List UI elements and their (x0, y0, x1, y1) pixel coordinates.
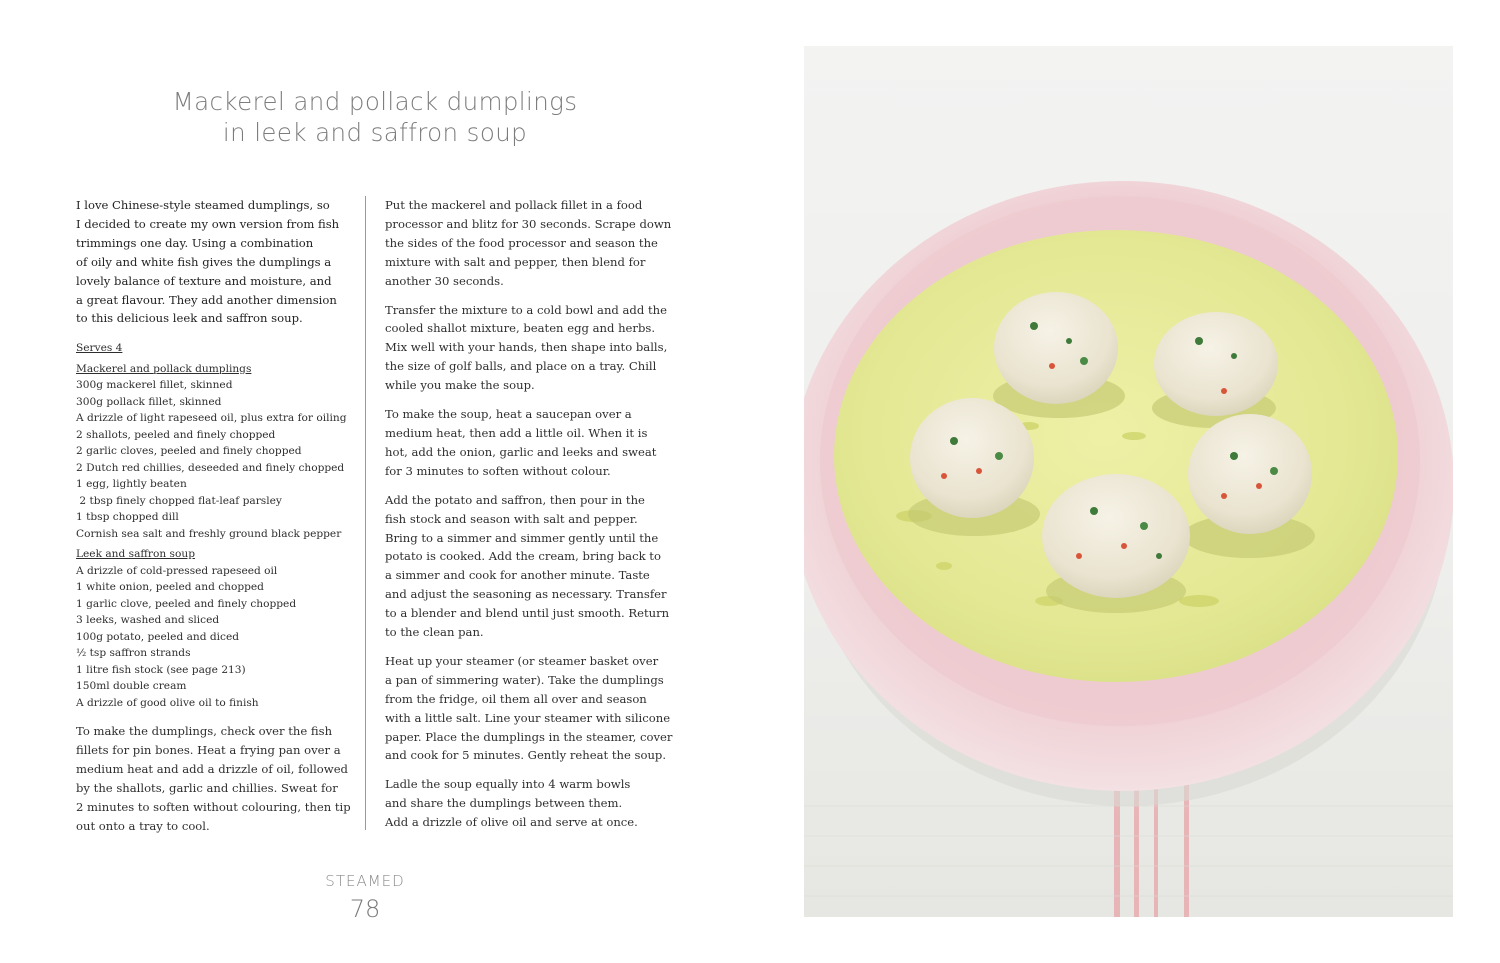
herb-fleck (1195, 337, 1203, 345)
chilli-fleck (1076, 553, 1082, 559)
dumpling (1152, 312, 1278, 428)
method-line: to the clean pan. (385, 625, 484, 640)
method-line: medium heat and add a drizzle of oil, followed (76, 762, 348, 777)
method-step-3 (385, 301, 668, 396)
herb-fleck (1030, 322, 1038, 330)
herb-fleck (1230, 452, 1238, 460)
method-line: Add the potato and saffron, then pour in the (385, 492, 645, 507)
chilli-fleck (1049, 363, 1055, 369)
method-line: and adjust the seasoning as necessary. Transfer (385, 587, 667, 602)
method-line: paper. Place the dumplings in the steamer, cover (385, 729, 673, 744)
dumplings-ingredients-heading: Mackerel and pollack dumplings (76, 362, 252, 375)
herb-fleck (1156, 553, 1162, 559)
method-line: and share the dumplings between them. (385, 796, 623, 811)
method-line: Mix well with your hands, then shape into balls, (385, 340, 668, 355)
method-line: cooled shallot mixture, beaten egg and herbs. (385, 321, 656, 336)
method-step-1 (76, 722, 351, 835)
method-line: to a blender and blend until just smooth. Return (385, 606, 670, 621)
method-line: To make the dumplings, check over the fish (76, 724, 333, 739)
herb-fleck (1140, 522, 1148, 530)
ingredient-item: 1 litre fish stock (see page 213) (76, 663, 246, 676)
method-line: mixture with salt and pepper, then blend for (385, 254, 646, 269)
herb-fleck (1066, 338, 1072, 344)
oil-droplet (936, 562, 952, 570)
method-line: and cook for 5 minutes. Gently reheat the soup. (385, 748, 667, 763)
oil-droplet (1122, 432, 1146, 440)
method-step-2 (385, 196, 672, 291)
method-line: medium heat, then add a little oil. When it is (385, 425, 648, 440)
dumpling-body (1042, 474, 1190, 598)
method-line: fillets for pin bones. Heat a frying pan over a (76, 743, 341, 758)
method-line: fish stock and season with salt and pepper. (385, 511, 638, 526)
intro-line: I love Chinese-style steamed dumplings, so (76, 198, 330, 212)
ingredient-item: 100g potato, peeled and diced (76, 630, 240, 643)
dumpling-body (1154, 312, 1278, 416)
ingredient-item: A drizzle of good olive oil to finish (76, 696, 259, 709)
recipe-title (110, 86, 640, 148)
recipe-intro (76, 196, 346, 328)
method-line: Ladle the soup equally into 4 warm bowls (385, 777, 631, 792)
method-line: from the fridge, oil them all over and season (385, 691, 647, 706)
dumpling-body (994, 292, 1118, 404)
soup-ingredients-list (76, 563, 346, 712)
ingredient-item: 300g pollack fillet, skinned (76, 395, 222, 408)
method-line: with a little salt. Line your steamer with silicone (385, 710, 671, 725)
method-line: Add a drizzle of olive oil and serve at once. (385, 815, 638, 830)
oil-droplet (1179, 595, 1219, 607)
chilli-fleck (1256, 483, 1262, 489)
recipe-title-line-1: Mackerel and pollack dumplings (172, 87, 578, 116)
column-divider (365, 196, 366, 830)
ingredient-item: 1 garlic clove, peeled and finely chopped (76, 597, 297, 610)
right-text-column (385, 196, 673, 842)
method-line: hot, add the onion, garlic and leeks and sweat (385, 444, 657, 459)
method-step-7 (385, 775, 665, 832)
chilli-fleck (976, 468, 982, 474)
chilli-fleck (1221, 388, 1227, 394)
method-step-5 (385, 491, 670, 642)
dish-photo-illustration (804, 46, 1453, 917)
method-line: by the shallots, garlic and chillies. Sweat for (76, 781, 338, 796)
intro-line: of oily and white fish gives the dumplings a (76, 254, 332, 269)
page-number: 78 (349, 895, 381, 923)
soup-ingredients-heading: Leek and saffron soup (76, 548, 195, 561)
method-line: for 3 minutes to soften without colour. (385, 463, 611, 478)
intro-line: to this delicious leek and saffron soup. (76, 311, 303, 326)
method-line: the sides of the food processor and season the (385, 235, 658, 250)
herb-fleck (1090, 507, 1098, 515)
ingredient-item: 2 tbsp finely chopped flat-leaf parsley (76, 494, 282, 507)
dumplings-ingredients-list (76, 377, 346, 542)
ingredient-item: Cornish sea salt and freshly ground black pepper (76, 527, 342, 540)
dumpling-body (910, 398, 1034, 518)
method-line: the size of golf balls, and place on a tray. Chill (385, 359, 657, 374)
method-line: out onto a tray to cool. (76, 818, 210, 833)
method-line: Transfer the mixture to a cold bowl and add the (385, 302, 667, 317)
method-line: Bring to a simmer and simmer gently until the (385, 530, 659, 545)
ingredient-item: 150ml double cream (76, 680, 187, 693)
method-line: another 30 seconds. (385, 273, 504, 288)
method-line: a simmer and cook for another minute. Taste (385, 568, 650, 583)
dumpling (1183, 414, 1315, 558)
ingredient-item: 300g mackerel fillet, skinned (76, 379, 233, 392)
section-name: STEAMED (325, 872, 405, 890)
serves-label: Serves 4 (76, 342, 123, 355)
ingredient-item: 1 tbsp chopped dill (76, 511, 179, 524)
method-line: To make the soup, heat a saucepan over a (385, 407, 632, 422)
ingredient-item: 1 white onion, peeled and chopped (76, 581, 264, 594)
chilli-fleck (941, 473, 947, 479)
method-line: potato is cooked. Add the cream, bring back to (385, 549, 661, 564)
chilli-fleck (1221, 493, 1227, 499)
method-line: while you make the soup. (385, 378, 535, 393)
herb-fleck (1231, 353, 1237, 359)
ingredient-item: ½ tsp saffron strands (76, 647, 191, 660)
method-line: 2 minutes to soften without colouring, then tip (76, 799, 351, 814)
method-step-4 (385, 405, 665, 481)
chilli-fleck (1121, 543, 1127, 549)
dumpling-body (1188, 414, 1312, 534)
method-line: Heat up your steamer (or steamer basket over (385, 653, 659, 668)
method-line: Put the mackerel and pollack fillet in a food (385, 198, 643, 212)
ingredient-item: 1 egg, lightly beaten (76, 478, 187, 491)
ingredient-item: 2 shallots, peeled and finely chopped (76, 428, 276, 441)
herb-fleck (950, 437, 958, 445)
ingredient-item: 2 Dutch red chillies, deseeded and finely chopped (76, 461, 345, 474)
herb-fleck (995, 452, 1003, 460)
ingredient-item: A drizzle of light rapeseed oil, plus extra for oiling (76, 412, 347, 425)
herb-fleck (1080, 357, 1088, 365)
method-step-6 (385, 652, 673, 765)
dish-photo (804, 46, 1453, 917)
ingredient-item: A drizzle of cold-pressed rapeseed oil (76, 564, 278, 577)
method-line: processor and blitz for 30 seconds. Scrape down (385, 216, 672, 231)
recipe-title-line-2: in leek and saffron soup (222, 118, 528, 147)
intro-line: lovely balance of texture and moisture, and (76, 273, 332, 288)
dumpling (1042, 474, 1190, 613)
intro-line: trimmings one day. Using a combination (76, 235, 314, 250)
method-line: a pan of simmering water). Take the dumplings (385, 672, 664, 687)
left-text-column (76, 196, 351, 846)
ingredient-item: 2 garlic cloves, peeled and finely chopped (76, 445, 302, 458)
intro-line: I decided to create my own version from fish (76, 216, 340, 231)
intro-line: a great flavour. They add another dimension (76, 292, 337, 307)
ingredient-item: 3 leeks, washed and sliced (76, 614, 220, 627)
herb-fleck (1270, 467, 1278, 475)
